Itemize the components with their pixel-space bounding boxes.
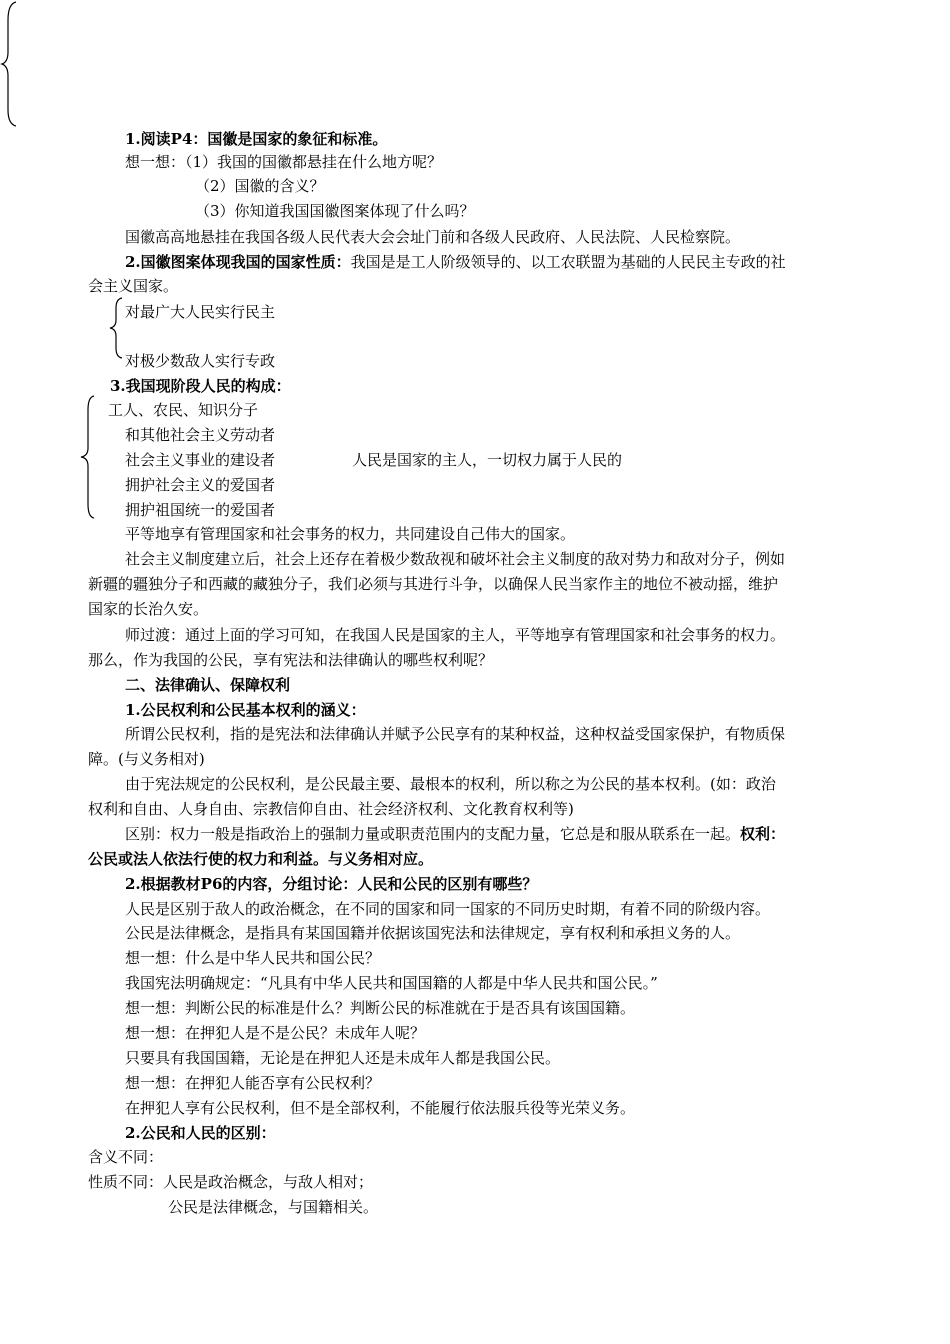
heading-1: 1.阅读P4：国徽是国家的象征和标准。 (125, 130, 388, 148)
paragraph-line: 国徽高高地悬挂在我国各级人民代表大会会址门前和各级人民政府、人民法院、人民检察院。 (125, 228, 741, 246)
paragraph-line: 会主义国家。 (88, 277, 179, 295)
paragraph-line (125, 250, 786, 274)
question-line: 想一想：什么是中华人民共和国公民？ (125, 949, 381, 967)
heading-3: 3.我国现阶段人民的构成： (110, 377, 291, 395)
question-line: 想一想：在押犯人是不是公民？未成年人呢？ (125, 1024, 426, 1042)
paragraph-line: 公民是法律概念，与国籍相关。 (168, 1198, 379, 1216)
heading-discussion: 2.根据教材P6的内容，分组讨论：人民和公民的区别有哪些？ (125, 875, 538, 893)
paragraph-line: 那么，作为我国的公民，享有宪法和法律确认的哪些权利呢？ (88, 651, 494, 669)
list-item: 对极少数敌人实行专政 (125, 352, 276, 370)
section-heading: 二、法律确认、保障权利 (125, 676, 291, 694)
list-item: 社会主义事业的建设者 (125, 451, 276, 469)
paragraph-text: 区别：权力一般是指政治上的强制力量或职责范围内的支配力量，它总是和服从联系在一起。 (125, 825, 741, 843)
paragraph-line: 师过渡：通过上面的学习可知，在我国人民是国家的主人，平等地享有管理国家和社会事务的权力。 (125, 626, 786, 644)
paragraph-line: 只要具有我国国籍，无论是在押犯人还是未成年人都是我国公民。 (125, 1049, 561, 1067)
paragraph-line: 由于宪法规定的公民权利，是公民最主要、最根本的权利，所以称之为公民的基本权利。(如：政治 (125, 775, 776, 793)
paragraph-line: 国家的长治久安。 (88, 600, 209, 618)
heading-difference: 2.公民和人民的区别： (125, 1124, 276, 1142)
paragraph-line: 所谓公民权利，指的是宪法和法律确认并赋予公民享有的某种权益，这种权益受国家保护，有物质保 (125, 725, 786, 743)
paragraph-line: 在押犯人享有公民权利，但不是全部权利，不能履行依法服兵役等光荣义务。 (125, 1099, 636, 1117)
list-item: 和其他社会主义劳动者 (125, 426, 276, 444)
heading-2: 2.国徽图案体现我国的国家性质： (125, 253, 351, 271)
list-item: 对最广大人民实行民主 (125, 303, 276, 321)
question-line: （3）你知道我国国徽图案体现了什么吗？ (195, 202, 475, 220)
paragraph-line: 新疆的疆独分子和西藏的藏独分子，我们必须与其进行斗争，以确保人民当家作主的地位不被动摇，维护 (88, 575, 779, 593)
list-item: 工人、农民、知识分子 (108, 401, 259, 419)
question-line: 想一想：在押犯人能否享有公民权利？ (125, 1074, 381, 1092)
paragraph-line: 含义不同： (88, 1148, 164, 1166)
list-item: 拥护祖国统一的爱国者 (125, 501, 276, 519)
brace-democracy (104, 296, 124, 360)
paragraph-line: 公民或法人依法行使的权力和利益。与义务相对应。 (88, 850, 434, 868)
question-line: （2）国徽的含义？ (195, 177, 325, 195)
question-line: 想一想：（1）我国的国徽都悬挂在什么地方呢？ (125, 153, 443, 171)
question-line: 想一想：判断公民的标准是什么？判断公民的标准就在于是否具有该国国籍。 (125, 999, 636, 1017)
brace-people (78, 394, 98, 520)
paragraph-line: 障。(与义务相对) (88, 750, 205, 768)
paragraph-line: 权利和自由、人身自由、宗教信仰自由、社会经济权利、文化教育权利等) (88, 800, 574, 818)
heading-rights: 1.公民权利和公民基本权利的涵义： (125, 701, 366, 719)
paragraph-line: 平等地享有管理国家和社会事务的权力，共同建设自己伟大的国家。 (125, 525, 576, 543)
paragraph-line: 公民是法律概念，是指具有某国国籍并依据该国宪法和法律规定，享有权利和承担义务的人。 (125, 924, 741, 942)
paragraph-text: 我国是是工人阶级领导的、以工农联盟为基础的人民民主专政的社 (350, 253, 786, 271)
paragraph-line (125, 822, 785, 846)
paragraph-line: 我国宪法明确规定：“凡具有中华人民共和国国籍的人都是中华人民共和国公民。” (125, 974, 658, 992)
rights-term: 权利： (740, 825, 786, 843)
side-note: 人民是国家的主人，一切权力属于人民的 (352, 451, 623, 469)
paragraph-line: 性质不同：人民是政治概念，与敌人相对； (88, 1173, 374, 1191)
paragraph-line: 人民是区别于敌人的政治概念，在不同的国家和同一国家的不同历史时期，有着不同的阶级内容。 (125, 900, 771, 918)
paragraph-line: 社会主义制度建立后，社会上还存在着极少数敌视和破坏社会主义制度的敌对势力和敌对分子，例如 (125, 550, 786, 568)
list-item: 拥护社会主义的爱国者 (125, 476, 276, 494)
left-brace-top (0, 0, 20, 130)
